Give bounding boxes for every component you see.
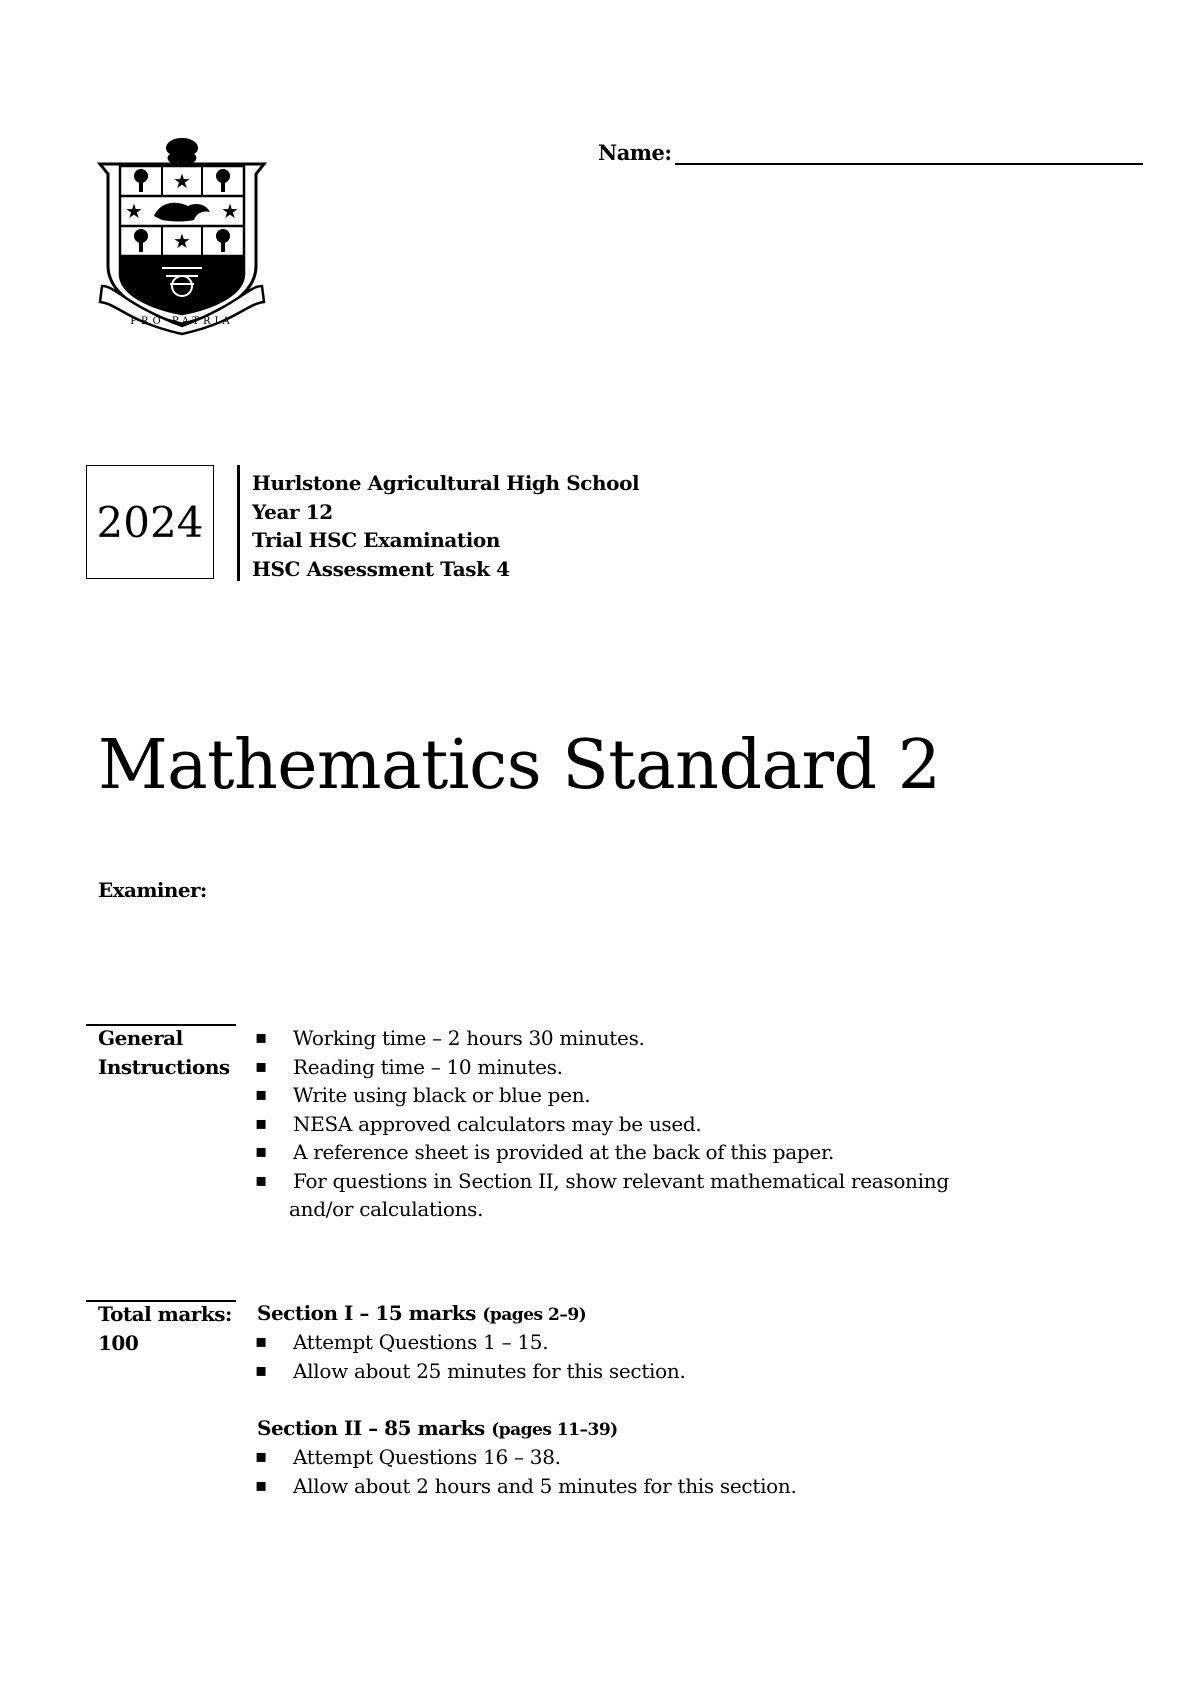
year-box: 2024	[86, 465, 214, 579]
instruction-text: NESA approved calculators may be used.	[293, 1111, 702, 1136]
name-label: Name:	[598, 140, 672, 165]
instruction-text: Write using black or blue pen.	[293, 1083, 591, 1107]
list-item	[255, 1081, 949, 1110]
instruction-text: For questions in Section II, show relevant mathematical reasoning	[293, 1168, 949, 1193]
total-marks-label	[98, 1300, 232, 1357]
instruction-text: Working time – 2 hours 30 minutes.	[293, 1026, 645, 1050]
school-year: Year 12	[252, 499, 333, 524]
section-2-heading	[257, 1416, 618, 1440]
section-2-pages: (pages 11–39)	[491, 1420, 618, 1440]
bullet-icon: ▪	[255, 1027, 267, 1048]
list-item	[255, 1024, 949, 1053]
school-info-block	[252, 469, 639, 583]
svg-text:PRO PATRIA: PRO PATRIA	[130, 316, 234, 327]
assessment-task: HSC Assessment Task 4	[252, 556, 510, 581]
svg-text:★: ★	[125, 199, 143, 223]
general-instructions-label	[98, 1024, 230, 1081]
section-text: Allow about 2 hours and 5 minutes for this section.	[293, 1473, 797, 1498]
section-1-title: Section I – 15 marks	[257, 1301, 476, 1325]
bullet-icon: ▪	[255, 1446, 267, 1467]
svg-text:★: ★	[173, 229, 191, 253]
section-text: Attempt Questions 1 – 15.	[293, 1330, 549, 1354]
section-2-list	[255, 1443, 797, 1500]
bullet-icon: ▪	[255, 1169, 267, 1191]
examiner-label: Examiner:	[98, 878, 207, 902]
school-name: Hurlstone Agricultural High School	[252, 471, 640, 495]
list-item	[255, 1443, 797, 1472]
list-item	[255, 1110, 949, 1139]
instruction-text-continued: and/or calculations.	[289, 1197, 484, 1221]
list-item	[255, 1053, 949, 1082]
total-marks-text: Total marks:	[98, 1302, 232, 1326]
bullet-icon: ▪	[255, 1331, 267, 1352]
bullet-icon: ▪	[255, 1474, 267, 1496]
section-text: Attempt Questions 16 – 38.	[293, 1445, 561, 1469]
bullet-icon: ▪	[255, 1141, 267, 1162]
instruction-text: Reading time – 10 minutes.	[293, 1054, 563, 1079]
list-item	[255, 1357, 686, 1386]
bullet-icon: ▪	[255, 1359, 267, 1381]
section-text: Allow about 25 minutes for this section.	[293, 1358, 686, 1383]
total-marks-value: 100	[98, 1330, 139, 1355]
school-crest-logo	[96, 136, 268, 336]
bullet-icon: ▪	[255, 1055, 267, 1077]
divider-bar	[237, 465, 240, 581]
bullet-icon: ▪	[255, 1112, 267, 1134]
general-instructions-list	[255, 1024, 949, 1224]
exam-name: Trial HSC Examination	[252, 528, 501, 552]
label-line-1: General	[98, 1026, 183, 1050]
section-1-pages: (pages 2–9)	[482, 1305, 587, 1325]
list-item	[255, 1472, 797, 1501]
svg-text:★: ★	[173, 169, 191, 193]
label-line-2: Instructions	[98, 1054, 230, 1079]
name-write-line[interactable]	[675, 163, 1143, 165]
svg-text:★: ★	[221, 199, 239, 223]
list-item	[255, 1328, 686, 1357]
instruction-text: A reference sheet is provided at the back of this paper.	[293, 1140, 835, 1164]
section-1-list	[255, 1328, 686, 1385]
section-2-title: Section II – 85 marks	[257, 1416, 485, 1440]
list-item	[255, 1138, 949, 1167]
section-1-heading	[257, 1301, 586, 1325]
exam-title: Mathematics Standard 2	[98, 726, 941, 805]
list-item	[255, 1167, 949, 1224]
bullet-icon: ▪	[255, 1084, 267, 1105]
